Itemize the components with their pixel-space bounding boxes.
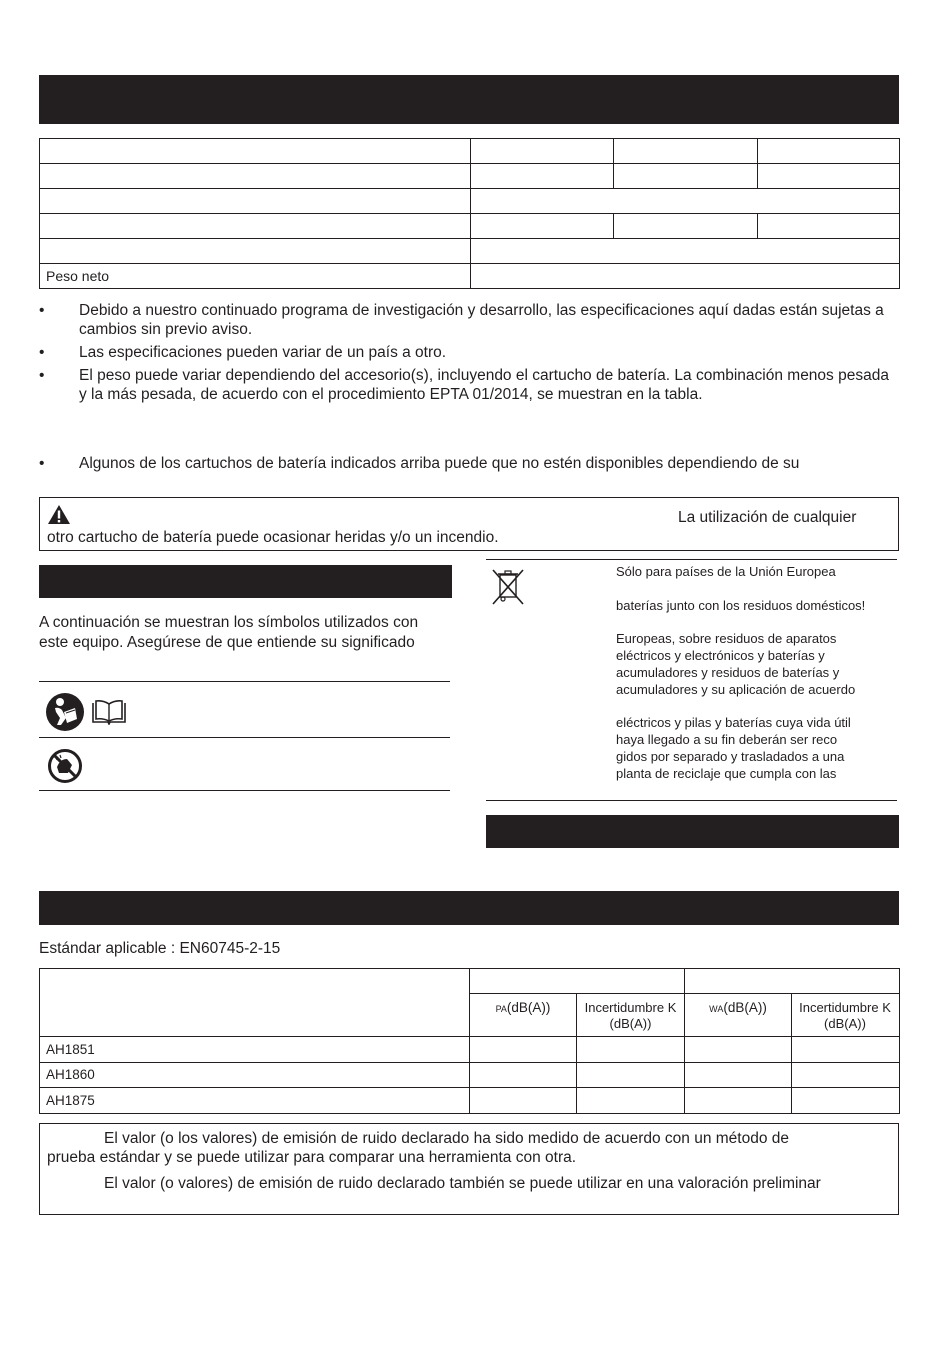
list-item	[39, 366, 899, 406]
spec-label-cell	[40, 139, 471, 164]
warning-text-line1: La utilización de cualquier	[678, 509, 857, 526]
column-header-lpa: PA(dB(A))	[495, 1000, 551, 1015]
list-item	[39, 454, 899, 474]
bullet-symbol: •	[39, 344, 45, 361]
warning-text-line2: otro cartucho de batería puede ocasionar heridas y/o un incendio.	[47, 529, 499, 546]
no-wet-conditions-icon	[47, 748, 83, 789]
open-book-icon	[91, 699, 127, 730]
specifications-table	[39, 138, 900, 289]
divider	[39, 737, 450, 738]
spec-label-cell	[40, 214, 471, 239]
divider	[486, 800, 897, 801]
bullet-text: Debido a nuestro continuado programa de investigación y desarrollo, las especificaciones aquí dadas están sujetas a cambios sin previo aviso.	[79, 302, 884, 338]
column-header-lwa: WA(dB(A))	[709, 1000, 767, 1015]
list-item	[39, 343, 899, 363]
column-header-uncertainty: Incertidumbre K (dB(A))	[799, 1000, 891, 1031]
applicable-standard: Estándar aplicable : EN60745-2-15	[39, 940, 281, 957]
warning-box	[39, 497, 899, 551]
specifications-header-bar	[39, 75, 899, 124]
column-header-uncertainty: Incertidumbre K (dB(A))	[584, 1000, 677, 1031]
divider	[39, 681, 450, 682]
divider	[39, 790, 450, 791]
list-item	[39, 301, 899, 341]
symbols-header-bar	[39, 565, 452, 598]
noise-note-box: El valor (o los valores) de emisión de ruido declarado ha sido medido de acuerdo con un método de prueba estándar y se puede utilizar para comparar una herramienta con otra. El valor (o valores) de emisión de ruido declarado también se puede utilizar en una valoración preliminar	[39, 1123, 899, 1215]
model-cell: AH1851	[46, 1042, 95, 1057]
bullet-symbol: •	[39, 455, 45, 472]
bullet-text: Algunos de los cartuchos de batería indicados arriba puede que no estén disponibles dependiendo de su	[79, 455, 800, 472]
table-row	[40, 264, 900, 289]
table-row	[40, 239, 900, 264]
model-cell: AH1875	[46, 1093, 95, 1108]
table-row	[40, 139, 900, 164]
table-row	[40, 164, 900, 189]
table-row	[40, 214, 900, 239]
symbols-intro: A continuación se muestran los símbolos utilizados con este equipo. Asegúrese de que entiende su significado	[39, 614, 419, 651]
table-row	[40, 189, 900, 214]
spec-label-cell	[40, 164, 471, 189]
spec-label-cell	[40, 189, 471, 214]
spec-label-cell: Peso neto	[40, 264, 471, 289]
read-manual-person-icon	[45, 692, 85, 737]
eu-section-header-bar	[486, 815, 899, 848]
divider	[486, 559, 897, 560]
model-cell: AH1860	[46, 1067, 95, 1082]
bullet-symbol: •	[39, 367, 45, 384]
bullet-text: El peso puede variar dependiendo del accesorio(s), incluyendo el cartucho de batería. La combinación menos pesada y la más pesada, de acuerdo con el procedimiento EPTA 01/2014, se muestran en la tabla.	[79, 367, 889, 403]
warning-triangle-icon	[47, 504, 71, 530]
bullet-symbol: •	[39, 302, 45, 319]
bullet-text: Las especificaciones pueden variar de un país a otro.	[79, 344, 447, 361]
spec-label-cell	[40, 239, 471, 264]
eu-disposal-text: Sólo para países de la Unión Europea baterías junto con los residuos domésticos! Europeas, sobre residuos de aparatos eléctricos y electrónicos y baterías y acumuladores y residuos de baterías y acumuladores y su aplicación de acuerdo eléctricos y pilas y baterías cuya vida útil haya llegado a su fin deberán ser reco gidos por separado y trasladados a una planta de reciclaje que cumpla con las	[616, 564, 866, 781]
noise-header-bar	[39, 891, 899, 925]
crossed-out-wheeled-bin-icon	[489, 567, 527, 612]
